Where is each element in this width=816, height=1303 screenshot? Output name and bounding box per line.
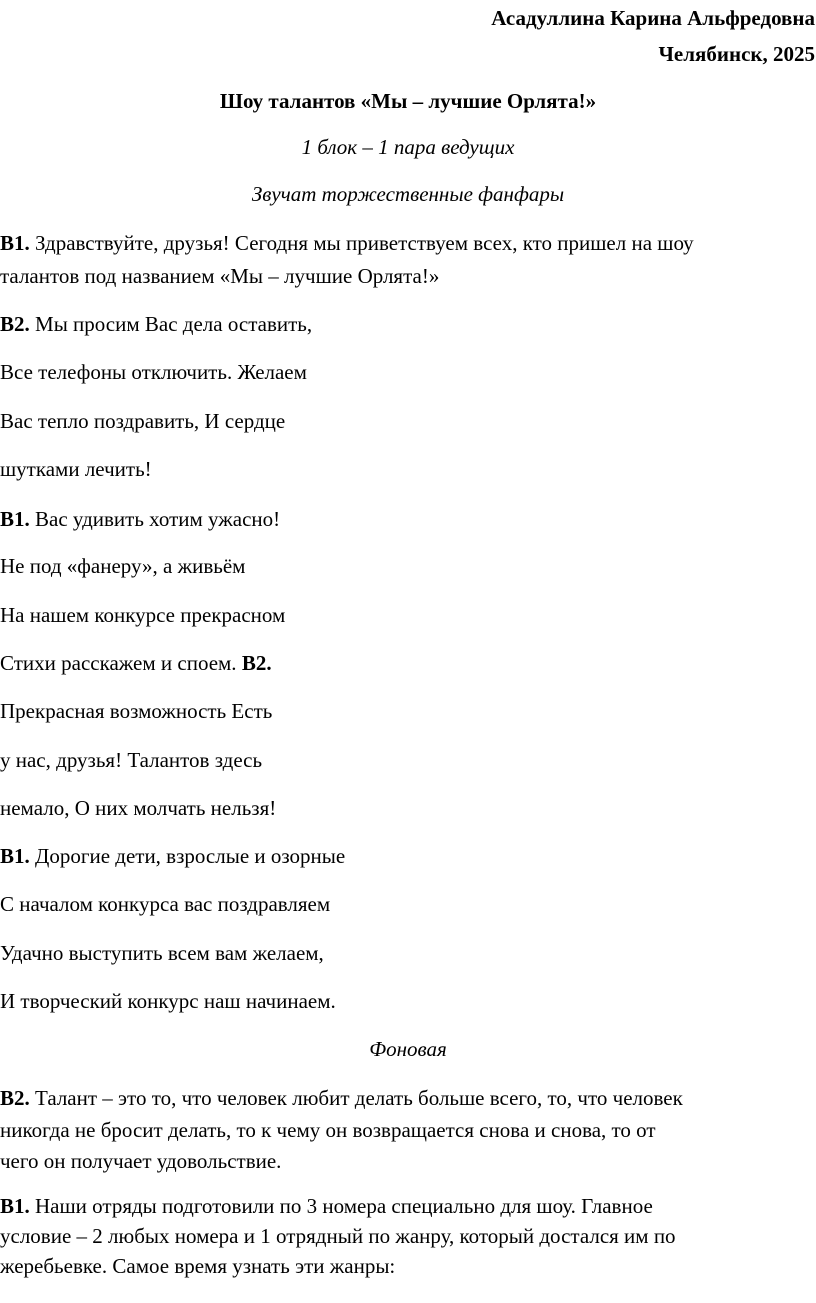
verse-line	[0, 650, 272, 676]
stage-direction-background: Фоновая	[369, 1037, 447, 1061]
dialogue-text: Наши отряды подготовили по 3 номера специально для шоу. Главное	[29, 1194, 653, 1218]
speaker-label: В2.	[0, 312, 30, 336]
dialogue-line	[0, 1085, 683, 1111]
author-name: Асадуллина Карина Альфредовна	[491, 6, 815, 30]
dialogue-text: Мы просим Вас дела оставить,	[29, 312, 313, 336]
dialogue-line	[0, 311, 312, 337]
verse-text: Стихи расскажем и споем.	[0, 651, 242, 675]
dialogue-text: Вас удивить хотим ужасно!	[29, 507, 281, 531]
verse-line: Вас тепло поздравить, И сердце	[0, 409, 286, 433]
dialogue-line	[0, 506, 280, 532]
verse-line: И творческий конкурс наш начинаем.	[0, 989, 336, 1013]
verse-line: На нашем конкурсе прекрасном	[0, 603, 286, 627]
speaker-label: В1.	[0, 844, 30, 868]
dialogue-text: Здравствуйте, друзья! Сегодня мы приветствуем всех, кто пришел на шоу	[29, 231, 694, 255]
dialogue-text: никогда не бросит делать, то к чему он возвращается снова и снова, то от	[0, 1118, 656, 1142]
dialogue-text: условие – 2 любых номера и 1 отрядный по жанру, который достался им по	[0, 1224, 676, 1248]
dialogue-text: жеребьевке. Самое время узнать эти жанры:	[0, 1254, 396, 1278]
speaker-label: В2.	[241, 651, 272, 675]
dialogue-line	[0, 843, 345, 869]
stage-direction-fanfare: Звучат торжественные фанфары	[251, 182, 565, 206]
city-year: Челябинск, 2025	[658, 42, 815, 66]
document-title: Шоу талантов «Мы – лучшие Орлята!»	[219, 89, 597, 113]
speaker-label: В1.	[0, 507, 30, 531]
verse-line: Все телефоны отключить. Желаем	[0, 360, 307, 384]
speaker-label: В1.	[0, 1194, 30, 1218]
verse-line: Удачно выступить всем вам желаем,	[0, 941, 324, 965]
dialogue-text: чего он получает удовольствие.	[0, 1149, 282, 1173]
dialogue-text: Дорогие дети, взрослые и озорные	[29, 844, 346, 868]
verse-line: С началом конкурса вас поздравляем	[0, 892, 331, 916]
verse-line: Прекрасная возможность Есть	[0, 699, 273, 723]
verse-line: шутками лечить!	[0, 457, 152, 481]
verse-line: немало, О них молчать нельзя!	[0, 796, 277, 820]
dialogue-text: Талант – это то, что человек любит делать больше всего, то, что человек	[29, 1086, 683, 1110]
verse-line: Не под «фанеру», а живьём	[0, 554, 246, 578]
speaker-label: В2.	[0, 1086, 30, 1110]
block-subtitle: 1 блок – 1 пара ведущих	[301, 135, 515, 159]
speaker-label: В1.	[0, 231, 30, 255]
verse-line: у нас, друзья! Талантов здесь	[0, 748, 263, 772]
dialogue-line	[0, 1193, 653, 1219]
dialogue-line	[0, 230, 694, 256]
dialogue-text: талантов под названием «Мы – лучшие Орлята!»	[0, 264, 440, 288]
